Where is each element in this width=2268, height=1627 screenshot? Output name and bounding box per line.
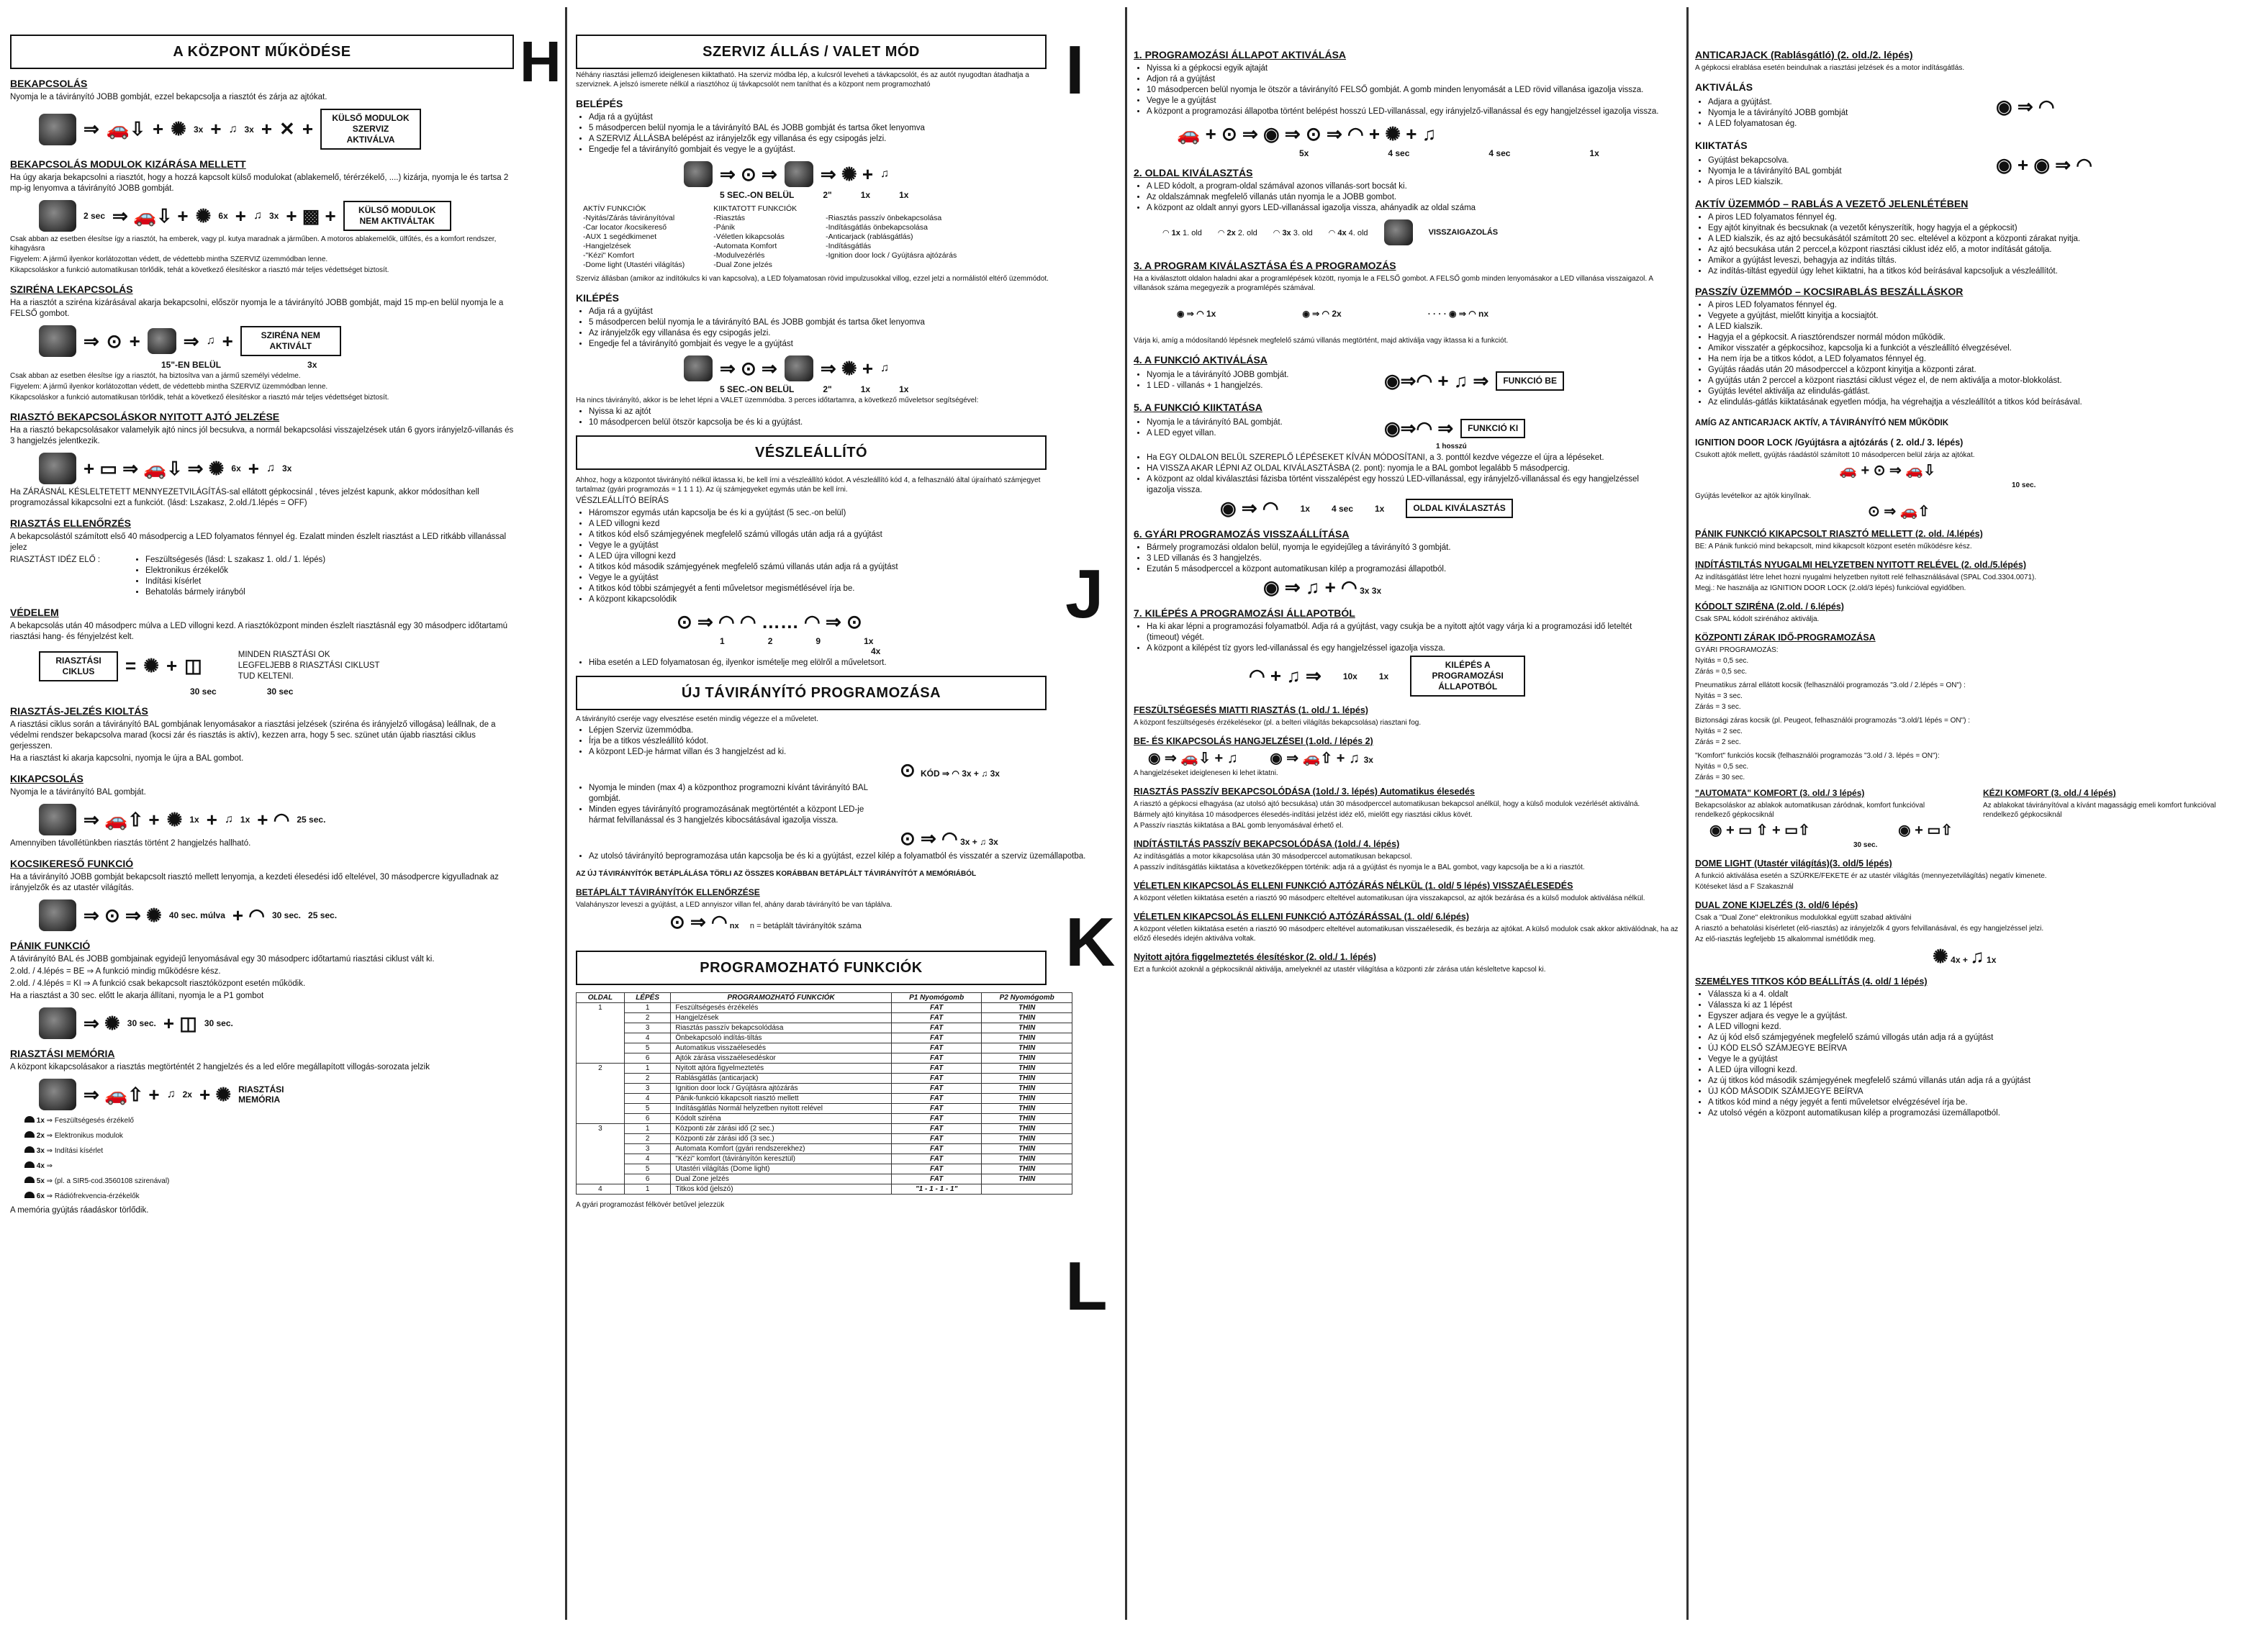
diagram: ⇒ ⊙ + ⇒ ♫ + SZIRÉNA NEM AKTIVÁLT xyxy=(39,325,514,357)
table-row: 1 1 Feszültségesés érzékelés FAT THIN xyxy=(577,1003,1072,1013)
table-row: 6 Ajtók zárása visszaélesedéskor FAT THIN xyxy=(577,1053,1072,1064)
paragraph: Amennyiben távollétünkben riasztás történt 2 hangjelzés hallható. xyxy=(10,839,251,848)
remote-icon xyxy=(39,325,76,357)
heading: RIASZTÁS ELLENŐRZÉS xyxy=(10,517,132,529)
diagram: ⇒ 🚗⇩ + ✺ 3x + ♫ 3x + ✕ + KÜLSŐ MODULOK SZERVIZ AKTIVÁLVA xyxy=(39,109,514,150)
column-divider xyxy=(1125,7,1127,1620)
paragraph: A bekapcsolás után 40 másodperc múlva a LED villogni kezd. A riasztóközpont minden észlelt riasztásnál egy 30 másodperc időtartamú riasztási hang- és fényjelzést kelt. xyxy=(10,622,508,641)
table-row: 2 1 Nyitott ajtóra figyelmeztetés FAT THIN xyxy=(577,1064,1072,1074)
table-row: 3 Riasztás passzív bekapcsolódása FAT THIN xyxy=(577,1023,1072,1033)
paragraph: Kikapcsoláskor a funkció automatikusan törlődik, tehát a következő élesítéskor a riasztó már teljes védettséget biztosít. xyxy=(10,394,389,402)
section-header-i: SZERVIZ ÁLLÁS / VALET MÓD xyxy=(576,35,1047,69)
remote-icon xyxy=(39,200,76,232)
table-row: 4 Pánik-funkció kikapcsolt riasztó mellett FAT THIN xyxy=(577,1094,1072,1104)
remote-icon xyxy=(39,1079,76,1110)
list: • Adja rá a gyújtást • 5 másodpercen belül nyomja le a távirányító BAL és JOBB gombját és tartsa őket lenyomva • A SZERVIZ ÁLLÁSBA belépést az irányjelzők egy villanása és egy csipogás jelzi. • Engedje fel a távirányító gombjait és vegye le a gyújtást. xyxy=(576,112,1101,155)
table-row: 4 1 Titkos kód (jelszó) "1 - 1 - 1 - 1" xyxy=(577,1184,1072,1195)
diagram: ⇒ ⊙ ⇒ ⇒ ✺ + ♫ xyxy=(684,161,1101,187)
paragraph: Ha a riasztót a szirénа kizárásával akarja bekapcsolni, először nyomja le a távirányító JOBB gombját, majd 15 mp-en belül nyomja le a FELSŐ gombot. xyxy=(10,299,504,318)
section-title: A KÖZPONT MŰKÖDÉSE xyxy=(173,43,351,60)
paragraph: Nyomja le a távirányító JOBB gombját, ezzel bekapcsolja a riasztót és zárja az ajtókat. xyxy=(10,93,327,101)
paragraph: Ha a riasztó bekapcsolásakor valamelyik ajtó nincs jól becsukva, a normál bekapcsolási visszajelzések után 6 gyors irányjelző-villanás és 3 hangjelzés jelentkezik. xyxy=(10,426,514,445)
table-row: 3 Ignition door lock / Gyújtásra ajtózárás FAT THIN xyxy=(577,1084,1072,1094)
remote-icon xyxy=(39,1007,76,1039)
paragraph: Néhány riasztási jellemző ideiglenesen kiiktatható. Ha szerviz módba lép, a kulcsról leveheti a távkapcsolót, és az autót nyugodtan átadhatja a szerviznek. A jelszó ismerete nélkül a riasztóhoz új távkapcsolót nem taníthat és a központ nem programozható xyxy=(576,71,1029,89)
heading: BEKAPCSOLÁS MODULOK KIZÁRÁSA MELLETT xyxy=(10,158,246,170)
table-row: 5 Utastéri világítás (Dome light) FAT THIN xyxy=(577,1164,1072,1174)
column-options: ANTICARJACK (Rablásgátló) (2. old./2. lépés) A gépkocsi elrablása esetén beindulnak a riasztási jelzések és a motor indításgátlás. AKTIVÁLÁS • Adjara a gyújtást. • Nyomja le a távirányító JOBB gombját • A LED folyamatosan ég. ◉ ⇒ ◠ KIIKTATÁS • Gyújtást bekapcsolva. • Nyomja le a távirányító BAL gombját • A piros LED kialszik. ◉ + ◉ ⇒ ◠ AKTÍV ÜZEMMÓD – RABLÁS A VEZETŐ JELENLÉTÉBEN • A piros LED folyamatos fénnyel ég. • Egy ajtót kinyitnak és becsuknak (a vezetőt kényszerítik, hogy hagyja el a gépkocsit) • A LED kialszik, és az ajtó becsukásától számított 20 sec. eltelével a központ a központi zárakat nyitja. • Az ajtó becsukása után 2 perccel,a központ riasztási ciklust idéz elő, a motor indítását gátolja. • Amikor a gyújtást leveszi, behagyja az indítás tiltás. • Az indítás-tiltást egyedül úgy lehet kiiktatni, ha a titkos kód beírásával kapcsoljuk a vészleállítót. PASSZÍV ÜZEMMÓD – KOCSIRABLÁS BESZÁLLÁSKOR • A piros LED folyamatos fénnyel ég. • Vegyete a gyújtást, mielőtt kinyitja a kocsiajtót. • A LED kialszik. • Hagyja el a gépkocsit. A riasztórendszer normál módon működik. • Amikor visszatér a gépkocsihoz, kapcsolja ki a funkciót a vészleállító élvegzésével. • Ha nem írja be a titkos kódot, a LED folyamatos fénnyel ég. • Gyújtás ráadás után 20 másodperccel a központ kinyitja a központi zárat. • A gyújtás után 2 perccel a központ riasztási ciklust végez el, de nem aktiválja a motor-blokkolást. • Gyújtás levétel aktiválja az elindulás-gátlást. • Az elindulás-gátlás kiiktatásának egyetlen módja, ha végrehajtja a vészleállítót a titkos kód beírásával. AMÍG AZ ANTICARJACK AKTÍV, A TÁVIRÁNYÍTÓ NEM MŰKÖDIK IGNITION DOOR LOCK /Gyújtásra a ajtózárás ( 2. old./ 3. lépés) Csukott ajtók mellett, gyújtás ráadástól számított 10 másodpercen belül zárja az ajtókat. 🚗 + ⊙ ⇒ 🚗⇩ 10 sec. Gyújtás levételkor az ajtók kinyílnak. ⊙ ⇒ 🚗⇧ PÁNIK FUNKCIÓ KIKAPCSOLT RIASZTÓ MELLETT (2. old. /4.lépés) BE: A Pánik funkció mind bekapcsolt, mind kikapcsolt központ esetén működésre kész. INDÍTÁSTILTÁS NYUGALMI HELYZETBEN NYITOTT RELÉVEL (2. old./5.lépés) Az indításgátlást létre lehet hozni nyugalmi helyzetben nyitott relé felhasználásával (SPAL Cod.3304.0071). Megj.: Ne használja az IGNITION DOOR LOCK (2.old/3 lépés) funkcióval egyidőben. KÓDOLT SZIRÉNA (2.old. / 6.lépés) Csak SPAL kódolt szirénához aktiválja. KÖZPONTI ZÁRAK IDŐ-PROGRAMOZÁSA GYÁRI PROGRAMOZÁS: Nyitás = 0,5 sec. Zárás = 0,5 sec. Pneumatikus zárral ellátott kocsik (felhasználói programozás "3.old / 2.lépés = ON") : Nyitás = 3 sec. Zárás = 3 sec. Biztonsági záras kocsik (pl. Peugeot, felhasználói programozás "3.old/1 lépés = ON") : Nyitás = 2 sec. Zárás = 2 sec. "Komfort" funkciós kocsik (felhasználói programozás "3.old / 3. lépés = ON"): Nyitás = 0,5 sec. Zárás = 30 sec. "AUTOMATA" KOMFORT (3. old./ 3 lépés) Bekapcsoláskor az ablakok automatikusan záródnak, komfort funkcióval rendelkező gépkocsiknál KÉZI KOMFORT (3. old./ 4 lépés) Az ablakokat távirányítóval a kívánt magasságig emeli komfort funkcióval rendelkező gépkocsiknál ◉ + ▭ ⇧ + ▭⇧ ◉ + ▭⇧ 30 sec. DOME LIGHT (Utastér világítás)(3. old/5 lépés) A funkció aktiválása esetén a SZÜRKE/FEKETE ér az utastér világítás (mennyezetvilágítás) negatív kimenete. Kötéseket lásd a F Szakasznál DUAL ZONE KIJELZÉS (3. old/6 lépés) Csak a "Dual Zone" elektronikus modulokkal együtt szabad aktiválni A riasztó a behatolási kísérletet (elő-riasztás) az irányjelzők 4 gyors felvillanásával, és egy hangjelzéssel jelzi. Az elő-riasztás legfeljebb 15 alkalommal ismétlődik meg. ✺ 4x + ♫ 1x SZEMÉLYES TITKOS KÓD BEÁLLÍTÁS (4. old/ 1 lépés) • Válassza ki a 4. oldalt • Válassza ki az 1 lépést • Egyszer adjara és vegye le a gyújtást. • A LED villogni kezd. • Az új kód első számjegyének megfelelő számú villogás után adja rá a gyújtást • ÚJ KÓD ELSŐ SZÁMJEGYE BEÍRVA • Vegye le a gyújtást • A LED újra villogni kezd. • Az új titkos kód második számjegyének megfelelő számú villanás után adja rá a gyújtást • ÚJ KÓD MÁSODIK SZÁMJEGYE BEÍRVA • A titkos kód mind a négy jegyét a fenti műveletsor elvégzésével írja be. • Az utolsó végén a központ automatikusan kilép a programozási üzemállapotból. xyxy=(1695,0,2256,1627)
turn-signal-icon: ✺ xyxy=(171,118,186,140)
paragraph: A riasztási ciklus során a távirányító BAL gombjának lenyomásakor a riasztási jelzések (sziréna és irányjelző villogása) leállnak, de a védelmi rendszer bekapcsolva marad (kocsi zár és riasztás is aktív), kezzen arra, hogy 5 sec. szünet után újabb riasztási ciklus gerjesszen. xyxy=(10,720,496,751)
sound-icon: ♫ xyxy=(228,122,238,135)
remote-icon xyxy=(39,453,76,484)
module-icon: ✕ xyxy=(279,118,295,140)
diagram: + ▭ ⇒ 🚗⇩ ⇒ ✺ 6x + ♫ 3x xyxy=(39,453,514,484)
table-row: 4 "Kézi" komfort (távirányítón keresztül) FAT THIN xyxy=(577,1154,1072,1164)
column-h: A KÖZPONT MŰKÖDÉSE H BEKAPCSOLÁS Nyomja le a távirányító JOBB gombját, ezzel bekapcsolja a riasztót és zárja az ajtókat. ⇒ 🚗⇩ + ✺ 3x + ♫ 3x + ✕ + KÜLSŐ MODULOK SZERVIZ AKTIVÁLVA BEKAPCSOLÁS MODULOK KIZÁRÁSA MELLETT Ha úgy akarja bekapcsolni a riasztót, hogy a hozzá kapcsolt külső modulokat (ablakemelő, térérzékelő, ....) kizárja, nyomja le és tartsa 2 mp-ig lenyomva a távirányító JOBB gombját. 2 sec ⇒ 🚗⇩ + ✺ 6x + ♫ 3x + ▩ + KÜLSŐ MODULOK NEM AKTIVÁLTAK Csak abban az esetben élesítse így a riasztót, ha emberek, vagy pl. kutya maradnak a járműben. A motoros ablakemelők, ülfűtés, és a komfort rendszer, kihagyásra Figyelem: A jármű ilyenkor korlátozottan védett, de védettebb mintha SZERVIZ üzemmódban lenne. Kikapcsoláskor a funkció automatikusan törlődik, tehát a következő élesítéskor a riasztó már teljes védettséget biztosít. SZIRÉNA LEKAPCSOLÁS Ha a riasztót a szirénа kizárásával akarja bekapcsolni, először nyomja le a távirányító JOBB gombját, majd 15 mp-en belül nyomja le a FELSŐ gombot. ⇒ ⊙ + ⇒ ♫ + SZIRÉNA NEM AKTIVÁLT 15"-EN BELÜL 3x Csak abban az esetben élesítse így a riasztót, ha biztosítva van a jármű személyi védelme. Figyelem: A jármű ilyenkor korlátozottan védett, de védettebb mintha SZERVIZ üzemmódban lenne. Kikapcsoláskor a funkció automatikusan törlődik, tehát a következő élesítéskor a riasztó már teljes védettséget biztosít. RIASZTÓ BEKAPCSOLÁSKOR NYITOTT AJTÓ JELZÉSE Ha a riasztó bekapcsolásakor valamelyik ajtó nincs jól becsukva, a normál bekapcsolási visszajelzések után 6 gyors irányjelző-villanás és 3 hangjelzés jelentkezik. + ▭ ⇒ 🚗⇩ ⇒ ✺ 6x + ♫ 3x Ha ZÁRÁSNÁL KÉSLELTETETT MENNYEZETVILÁGÍTÁS-sal ellátott gépkocsinál , téves jelzést kapunk, akkor módosíthan kell programozással kikapcsolni ezt a funkciót. (lásd: Lszakasz, 2.old./1.lépés = OFF) RIASZTÁS ELLENŐRZÉS A bekapcsolástól számított első 40 másodpercig a LED folyamatos fénnyel ég. Ezalatt minden észlelt riasztást a LED ritkább villanással jelez RIASZTÁST IDÉZ ELŐ : • Feszültségesés (lásd: L szakasz 1. old./ 1. lépés) • Elektronikus érzékelők • Indítási kísérlet • Behatolás bármely irányból VÉDELEM A bekapcsolás után 40 másodperc múlva a LED villogni kezd. A riasztóközpont minden észlelt riasztásnál egy 30 másodperc időtartamú riasztási hang- és fényjelzést kelt. RIASZTÁSI CIKLUS = ✺ + ◫ MINDEN RIASZTÁSI OK LEGFELJEBB 8 RIASZTÁSI CIKLUST TUD KELTENI. 30 sec 30 sec RIASZTÁS-JELZÉS KIOLTÁS A riasztási ciklus során a távirányító BAL gombjának lenyomásakor a riasztási jelzések (sziréna és irányjelző villogása) leállnak, de a védelmi rendszer bekapcsolva marad (kocsi zár és riasztás is aktív), kezzen arra, hogy 5 sec. szünet után újabb riasztási ciklus gerjesszen. Ha a riasztást ki akarja kapcsolni, nyomja le újra a BAL gombot. KIKAPCSOLÁS Nyomja le a távirányító BAL gombját. ⇒ 🚗⇧ + ✺ 1x + ♫ 1x + ◠ 25 sec. Amennyiben távollétünkben riasztás történt 2 hangjelzés hallható. KOCSIKERESŐ FUNKCIÓ Ha a távirányító JOBB gombját bekapcsolt riasztó mellett lenyomja, a kezdeti élesedési idő eltelével, 30 másodpercre kigyulladnak az irányjelzők és az utastér világítás. ⇒ ⊙ ⇒ ✺ 40 sec. múlva + ◠ 30 sec. 25 sec. PÁNIK FUNKCIÓ A távirányító BAL és JOBB gombjainak egyidejű lenyomásával egy 30 másodperc időtartamú riasztási ciklust vált ki. 2.old. / 4.lépés = BE ⇒ A funkció mindig működésre kész. 2.old. / 4.lépés = KI ⇒ A funkció csak bekapcsolt riasztóközpont esetén működik. Ha a riasztást a 30 sec. előtt le akarja állítani, nyomja le a P1 gombot ⇒ ✺ 30 sec. + ◫ 30 sec. RIASZTÁSI MEMÓRIA A központ kikapcsolásakor a riasztás megtörténtét 2 hangjelzés és a led előre megállapított villogás-sorozata jelzik ⇒ 🚗⇧ + ♫ 2x + ✺ RIASZTÁSI MEMÓRIA 1x ⇒ Feszültségesés érzékelő 2x ⇒ Elektronikus modulok 3x ⇒ Indítási kísérlet 4x ⇒ 5x ⇒ (pl. a SIR5-cod.3560108 szirenával) 6x ⇒ Rádiófrekvencia-érzékelők A memória gyújtás ráadáskor törlődik. xyxy=(10,0,514,1627)
section-letter: H xyxy=(520,30,561,94)
diagram: ⇒ ⊙ ⇒ ⇒ ✺ + ♫ xyxy=(684,355,1101,381)
memory-list: 1x ⇒ Feszültségesés érzékelő 2x ⇒ Elektronikus modulok 3x ⇒ Indítási kísérlet 4x ⇒ 5x ⇒ (pl. a SIR5-cod.3560108 szirenával) 6x ⇒ Rádiófrekvencia-érzékelők xyxy=(24,1113,514,1204)
remote-icon xyxy=(39,804,76,835)
paragraph: Nyomja le a távirányító BAL gombját. xyxy=(10,788,146,797)
table-row: 2 Rablásgátlás (anticarjack) FAT THIN xyxy=(577,1074,1072,1084)
section-header-k: ÚJ TÁVIRÁNYÍTÓ PROGRAMOZÁSA xyxy=(576,676,1047,710)
diagram: ⇒ ✺ 30 sec. + ◫ 30 sec. xyxy=(39,1007,514,1039)
heading: RIASZTÁSI MEMÓRIA xyxy=(10,1048,115,1059)
diagram: ⇒ 🚗⇧ + ✺ 1x + ♫ 1x + ◠ 25 sec. xyxy=(39,804,514,835)
section-header-j: VÉSZLEÁLLÍTÓ xyxy=(576,435,1047,470)
paragraph: A memória gyújtás ráadáskor törlődik. xyxy=(10,1206,149,1215)
heading: RIASZTÁS-JELZÉS KIOLTÁS xyxy=(10,705,148,717)
status-box: KÜLSŐ MODULOK NEM AKTIVÁLTAK xyxy=(343,201,451,231)
table-row: 6 Kódolt sziréna FAT THIN xyxy=(577,1114,1072,1124)
lock-icon: 🚗⇩ xyxy=(106,118,145,140)
diagram: ⇒ 🚗⇧ + ♫ 2x + ✺ RIASZTÁSI MEMÓRIA xyxy=(39,1079,514,1110)
diagram: RIASZTÁSI CIKLUS = ✺ + ◫ MINDEN RIASZTÁSI OK LEGFELJEBB 8 RIASZTÁSI CIKLUST TUD KELTENI. xyxy=(39,648,514,684)
paragraph: Ha ZÁRÁSNÁL KÉSLELTETETT MENNYEZETVILÁGÍTÁS-sal ellátott gépkocsinál , téves jelzést kapunk, akkor módosíthan kell programozással kikapcsolni ezt a funkciót. (lásd: Lszakasz, 2.old./1.lépés = OFF) xyxy=(10,488,479,507)
column-ijkl: SZERVIZ ÁLLÁS / VALET MÓD I Néhány riasztási jellemző ideiglenesen kiiktatható. Ha szerviz módba lép, a kulcsról leveheti a távkapcsolót, és az autót nyugodtan átadhatja a szerviznek. A jelszó ismerete nélkül a riasztóhoz új távkapcsolót nem taníthat és a központ nem programozható BELÉPÉS • Adja rá a gyújtást • 5 másodpercen belül nyomja le a távirányító BAL és JOBB gombját és tartsa őket lenyomva • A SZERVIZ ÁLLÁSBA belépést az irányjelzők egy villanása és egy csipogás jelzi. • Engedje fel a távirányító gombjait és vegye le a gyújtást. ⇒ ⊙ ⇒ ⇒ ✺ + ♫ 5 SEC.-ON BELÜL 2" 1x 1x AKTÍV FUNKCIÓK -Nyitás/Zárás távirányítóval -Car locator /kocsikereső -AUX 1 segédkimenet -Hangjelzések -"Kézi" Komfort -Dome light (Utastéri világítás) KIIKTATOTT FUNKCIÓK -Riasztás -Pánik -Véletlen kikapcsolás -Automata Komfort -Modulvezérlés -Dual Zone jelzés -Riasztás passzív önbekapcsolása -Indításgátlás önbekapcsolása -Anticarjack (rablásgátlás) -Indításgátlás -Ignition door lock / Gyújtásra ajtózárás Szerviz állásban (amikor az indítókulcs ki van kapcsolva), a LED folyamatosan rövid impulzusokkal villog, ezzel jelzi a normálistól eltérő üzemmódot. KILÉPÉS • Adja rá a gyújtást • 5 másodpercen belül nyomja le a távirányító BAL és JOBB gombját és tartsa őket lenyomva • Az irányjelzők egy villanása és egy csipogás jelzi. • Engedje fel a távirányító gombjait és vegye le a gyújtást ⇒ ⊙ ⇒ ⇒ ✺ + ♫ 5 SEC.-ON BELÜL 2" 1x 1x Ha nincs távirányító, akkor is be lehet lépni a VALET üzemmódba. 3 perces időtartamra, a következő műveletsor segítségével: • Nyissa ki az ajtót • 10 másodpercen belül ötször kapcsolja be és ki a gyújtást. VÉSZLEÁLLÍTÓ J Ahhoz, hogy a központot távirányító nélkül iktassa ki, be kell írni a vészleállító kódot. A vészleállító kód 4, a felhasználó által újraírható számjegyet tartalmaz (gyári programozás = 1 1 1 1). Az új számjegyeket egymás után be kell írni. VÉSZLEÁLLÍTÓ BEÍRÁS • Háromszor egymás után kapcsolja be és ki a gyújtást (5 sec.-on belül) • A LED villogni kezd • A titkos kód első számjegyének megfelelő számú villogás után adja rá a gyújtást • Vegye le a gyújtást • A LED újra villogni kezd • A titkos kód második számjegyének megfelelő számú villanás után adja rá a gyújtást • Vegye le a gyújtást • A titkos kód többi számjegyét a fenti műveletsor megismétlésével írja be. • A központ kikapcsolódik ⊙ ⇒ ◠ ◠ …… ◠ ⇒ ⊙ 1 2 9 1x 4x • Hiba esetén a LED folyamatosan ég, ilyenkor ismételje meg elölről a műveletsort. ÚJ TÁVIRÁNYÍTÓ PROGRAMOZÁSA K A távirányító cseréje vagy elvesztése esetén mindig végezze el a műveletet. • Lépjen Szerviz üzemmódba. • Írja be a titkos vészleállító kódot. • A központ LED-je hármat villan és 3 hangjelzést ad ki. ⊙ KÓD ⇒ ◠ 3x + ♫ 3x • Nyomja le minden (max 4) a központhoz programozni kívánt távirányító BAL gombját. • Minden egyes távirányító programozásának megtörténtét a központ LED-je hármat felvillanással és 3 hangjelzés kibocsátásával igazolja vissza. ⊙ ⇒ ◠ 3x + ♫ 3x • Az utolsó távirányító beprogramozása után kapcsolja be és ki a gyújtást, ezzel kilép a folyamatból és visszatér a szerviz üzemállapotba. AZ ÚJ TÁVIRÁNYÍTÓK BETÁPLÁLÁSA TÖRLI AZ ÖSSZES KORÁBBAN BETÁPLÁLT TÁVIRÁNYÍTÓT A MEMÓRIÁBÓL BETÁPLÁLT TÁVIRÁNYÍTÓK ELLENŐRZÉSE Valahányszor leveszi a gyújtást, a LED annyiszor villan fel, ahány darab távirányító be van táplálva. ⊙ ⇒ ◠ nx n = betáplált távirányítók száma PROGRAMOZHATÓ FUNKCIÓK L OLDAL LÉPÉS PROGRAMOZHATÓ FUNKCIÓK P1 Nyomógomb P2 Nyomógomb 1 1 Feszültségesés érzékelés FAT THIN 2 Hangjelzések FAT THIN 3 Riasztás passzív bekapcsolódása FAT THIN 4 Önbekapcsoló indítás-tiltás FAT THIN 5 Automatikus visszaélesedés FAT THIN 6 Ajtók zárása visszaélesedéskor FAT THIN 2 1 Nyitott ajtóra figyelmeztetés FAT THIN 2 Rablásgátlás (anticarjack) FAT THIN 3 Ignition door lock / Gyújtásra ajtózárás FAT THIN 4 Pánik-funkció kikapcsolt riasztó mellett FAT THIN 5 Indításgátlás Normál helyzetben nyitott relével FAT THIN 6 Kódolt sziréna FAT THIN 3 1 Központi zár zárási idő (2 sec.) FAT THIN 2 Központi zár zárási idő (3 sec.) FAT THIN 3 Automata Komfort (gyári rendszerekhez) FAT THIN 4 "Kézi" komfort (távirányítón keresztül) FAT THIN 5 Utastéri világítás (Dome light) FAT THIN 6 Dual Zone jelzés FAT THIN 4 1 Titkos kód (jelszó) "1 - 1 - 1 - 1" A gyári programozást félkövér betűvel jelezzük xyxy=(576,0,1101,1627)
paragraph: Csak abban az esetben élesítse így a riasztót, ha biztosítva van a jármű személyi védelme. xyxy=(10,372,301,380)
list: • Adja rá a gyújtást • 5 másodpercen belül nyomja le a távirányító BAL és JOBB gombját és tartsa őket lenyomva • Az irányjelzők egy villanása és egy csipogás jelzi. • Engedje fel a távirányító gombjait és vegye le a gyújtást xyxy=(576,307,1101,350)
table-row: 5 Indításgátlás Normál helyzetben nyitott relével FAT THIN xyxy=(577,1104,1072,1114)
table-row: 2 Központi zár zárási idő (3 sec.) FAT THIN xyxy=(577,1134,1072,1144)
paragraph: Ha a távirányító JOBB gombját bekapcsolt riasztó mellett lenyomja, a kezdeti élesedési idő eltelével, 30 másodpercre kigyulladnak az irányjelzők és az utastér világítás. xyxy=(10,873,499,892)
paragraph: Figyelem: A jármű ilyenkor korlátozottan védett, de védettebb mintha SZERVIZ üzemmódban lenne. xyxy=(10,383,328,391)
paragraph: Ha a riasztást ki akarja kapcsolni, nyomja le újra a BAL gombot. xyxy=(10,754,244,763)
heading: RIASZTÓ BEKAPCSOLÁSKOR NYITOTT AJTÓ JELZÉSE xyxy=(10,411,280,422)
remote-icon xyxy=(39,899,76,931)
table-row: 2 Hangjelzések FAT THIN xyxy=(577,1013,1072,1023)
heading: PÁNIK FUNKCIÓ xyxy=(10,940,91,951)
status-box: KÜLSŐ MODULOK SZERVIZ AKTIVÁLVA xyxy=(320,109,421,150)
heading: KIKAPCSOLÁS xyxy=(10,773,83,784)
section-header-l: PROGRAMOZHATÓ FUNKCIÓK xyxy=(576,951,1047,985)
function-lists: AKTÍV FUNKCIÓK -Nyitás/Zárás távirányítóval -Car locator /kocsikereső -AUX 1 segédkimenet -Hangjelzések -"Kézi" Komfort -Dome light (Utastéri világítás) KIIKTATOTT FUNKCIÓK -Riasztás -Pánik -Véletlen kikapcsolás -Automata Komfort -Modulvezérlés -Dual Zone jelzés -Riasztás passzív önbekapcsolása -Indításgátlás önbekapcsolása -Anticarjack (rablásgátlás) -Indításgátlás -Ignition door lock / Gyújtásra ajtózárás xyxy=(583,204,957,269)
paragraph: Ha a riasztást a 30 sec. előtt le akarja állítani, nyomja le a P1 gombot xyxy=(10,992,264,1000)
paragraph: A bekapcsolástól számított első 40 másodpercig a LED folyamatos fénnyel ég. Ezalatt minden észlelt riasztást a LED ritkább villanással jelez xyxy=(10,532,507,552)
table-row: 3 1 Központi zár zárási idő (2 sec.) FAT THIN xyxy=(577,1124,1072,1134)
column-divider xyxy=(1686,7,1689,1620)
paragraph: A távirányító BAL és JOBB gombjainak egyidejű lenyomásával egy 30 másodperc időtartamú riasztási ciklust vált ki. xyxy=(10,955,435,964)
table-row: 3 Automata Komfort (gyári rendszerekhez) FAT THIN xyxy=(577,1144,1072,1154)
table-row: 6 Dual Zone jelzés FAT THIN xyxy=(577,1174,1072,1184)
column-divider xyxy=(565,7,567,1620)
paragraph: Kikapcsoláskor a funkció automatikusan törlődik, tehát a következő élesítéskor a riasztó már teljes védettséget biztosít. xyxy=(10,266,389,274)
functions-table: OLDAL LÉPÉS PROGRAMOZHATÓ FUNKCIÓK P1 Nyomógomb P2 Nyomógomb 1 1 Feszültségesés érzékelés FAT THIN 2 Hangjelzések FAT THIN 3 Riasztás passzív bekapcsolódása FAT THIN 4 Önbekapcsoló indítás-tiltás FAT THIN 5 Automatikus visszaélesedés FAT THIN 6 Ajtók zárása visszaélesedéskor FAT THIN 2 1 Nyitott ajtóra figyelmeztetés FAT THIN 2 Rablásgátlás (anticarjack) FAT THIN 3 Ignition door lock / Gyújtásra ajtózárás FAT THIN 4 Pánik-funkció kikapcsolt riasztó mellett FAT THIN 5 Indításgátlás Normál helyzetben nyitott relével FAT THIN 6 Kódolt sziréna FAT THIN 3 1 Központi zár zárási idő (2 sec.) FAT THIN 2 Központi zár zárási idő (3 sec.) FAT THIN 3 Automata Komfort (gyári rendszerekhez) FAT THIN 4 "Kézi" komfort (távirányítón keresztül) FAT THIN 5 Utastéri világítás (Dome light) FAT THIN 6 Dual Zone jelzés FAT THIN 4 1 Titkos kód (jelszó) "1 - 1 - 1 - 1" xyxy=(576,992,1072,1195)
paragraph: Ha úgy akarja bekapcsolni a riasztót, hogy a hozzá kapcsolt külső modulokat (ablakemelő, térérzékelő, ....) kizárja, nyomja le és tartsa 2 mp-ig lenyomva a távirányító JOBB gombját. xyxy=(10,173,509,193)
paragraph: Figyelem: A jármű ilyenkor korlátozottan védett, de védettebb mintha SZERVIZ üzemmódban lenne. xyxy=(10,255,328,263)
heading: BEKAPCSOLÁS xyxy=(10,78,88,89)
diagram: ⇒ ⊙ ⇒ ✺ 40 sec. múlva + ◠ 30 sec. 25 sec. xyxy=(39,899,514,931)
heading: SZIRÉNA LEKAPCSOLÁS xyxy=(10,284,133,295)
list: • Feszültségesés (lásd: L szakasz 1. old./ 1. lépés) • Elektronikus érzékelők • Indítási kísérlet • Behatolás bármely irányból xyxy=(132,555,325,598)
diagram: 2 sec ⇒ 🚗⇩ + ✺ 6x + ♫ 3x + ▩ + KÜLSŐ MODULOK NEM AKTIVÁLTAK xyxy=(39,200,514,232)
table-row: 4 Önbekapcsoló indítás-tiltás FAT THIN xyxy=(577,1033,1072,1043)
table-row: 5 Automatikus visszaélesedés FAT THIN xyxy=(577,1043,1072,1053)
paragraph: A központ kikapcsolásakor a riasztás megtörténtét 2 hangjelzés és a led előre megállapított villogás-sorozata jelzik xyxy=(10,1063,430,1071)
section-header-h xyxy=(10,35,514,69)
column-programming: 1. PROGRAMOZÁSI ÁLLAPOT AKTIVÁLÁSA • Nyissa ki a gépkocsi egyik ajtaját • Adjon rá a gyújtást • 10 másodpercen belül nyomja le ötször a távirányító FELSŐ gombját. A gomb minden lenyomását a LED rövid villanása igazolja vissza. • Vegye le a gyújtást • A központ a programozási állapotba történt belépést hosszú LED-villanással, egy irányjelző-villanással és egy hangjelzéssel igazolja vissza. 🚗 + ⊙ ⇒ ◉ ⇒ ⊙ ⇒ ◠ + ✺ + ♫ 5x 4 sec 4 sec 1x 2. OLDAL KIVÁLASZTÁS • A LED kódolt, a program-oldal számával azonos villanás-sort bocsát ki. • Az oldalszámnak megfelelő villanás után nyomja le a JOBB gombot. • A központ az oldalt annyi gyors LED-villanással igazolja vissza, ahányadik az oldal száma ◠ 1x 1. old ◠ 2x 2. old ◠ 3x 3. old ◠ 4x 4. old VISSZAIGAZOLÁS 3. A PROGRAM KIVÁLASZTÁSA ÉS A PROGRAMOZÁS Ha a kiválasztott oldalon haladni akar a programlépések között, nyomja le a FELSŐ gombot. A FELSŐ gomb minden lenyomásakor a LED villanása visszaigazol. A villanások száma megegyezik a programlépés számával. ◉ ⇒ ◠ 1x ◉ ⇒ ◠ 2x · · · · ◉ ⇒ ◠ nx Várja ki, amíg a módosítandó lépésnek megfelelő számú villanás megtörtént, majd aktiválja vagy iktassa ki a funkciót. 4. A FUNKCIÓ AKTIVÁLÁSA • Nyomja le a távirányító JOBB gombját. • 1 LED - villanás + 1 hangjelzés. ◉⇒◠ + ♫ ⇒ FUNKCIÓ BE 5. A FUNKCIÓ KIIKTATÁSA • Nyomja le a távirányító BAL gombját. • A LED egyet villan. ◉⇒◠ ⇒ FUNKCIÓ KI 1 hosszú • Ha EGY OLDALON BELÜL SZEREPLŐ LÉPÉSEKET KÍVÁN MÓDOSÍTANI, a 3. ponttól kezdve végezze el újra a lépéseket. • HA VISSZA AKAR LÉPNI AZ OLDAL KIVÁLASZTÁSBA (2. pont): nyomja le a BAL gombot legalább 5 másodpercig. • A központ az oldal kiválasztási fázisba történt visszalépést egy hosszú LED-villanással, egy irányjelző-villanással és egy hangjelzéssel igazolja vissza. ◉ ⇒ ◠ 1x 4 sec 1x OLDAL KIVÁLASZTÁS 6. GYÁRI PROGRAMOZÁS VISSZAÁLLÍTÁSA • Bármely programozási oldalon belül, nyomja le egyidejűleg a távirányító 3 gombját. • 3 LED villanás és 3 hangjelzés. • Ezután 5 másodperccel a központ automatikusan kilép a programozási állapotból. ◉ ⇒ ♫ + ◠ 3x 3x 7. KILÉPÉS A PROGRAMOZÁSI ÁLLAPOTBÓL • Ha ki akar lépni a programozási folyamatból. Adja rá a gyújtást, vagy csukja be a nyitott ajtót vagy várja ki a programozási idő leteltét (timeout) végét. • A központ a kilépést tíz gyors led-villanással és egy hangjelzéssel igazolja vissza. ◠ + ♫ ⇒ 10x 1x KILÉPÉS A PROGRAMOZÁSI ÁLLAPOTBÓL FESZÜLTSÉGESÉS MIATTI RIASZTÁS (1. old./ 1. lépés) A központ feszültségesés érzékelésekor (pl. a belteri világítás bekapcsolása) riasztani fog. BE- ÉS KIKAPCSOLÁS HANGJELZÉSEI (1.old. / lépés 2) ◉ ⇒ 🚗⇩ + ♫ ◉ ⇒ 🚗⇧ + ♫ 3x A hangjelzéseket ideiglenesen ki lehet iktatni. RIASZTÁS PASSZÍV BEKAPCSOLÓDÁSA (1old./ 3. lépés) Automatikus élesedés A riasztó a gépkocsi elhagyása (az utolsó ajtó becsukása) után 30 másodperccel automatikusan bekapcsol anélkül, hogy a külső modulok vezérlését aktiválná. Bármely ajtó kinyitása 10 másodperces élesedés-indítási jelzést idéz elő, mielőtt egy riasztási ciklus kövét. A Passzív riasztás kiiktatása a BAL gomb lenyomásával érhető el. INDÍTÁSTILTÁS PASSZÍV BEKAPCSOLÓDÁSA (1old./ 4. lépés) Az indításgátlás a motor kikapcsolása után 30 másodperccel automatikusan bekapcsol. A passzív indításgátlás kiiktatása a következőképpen történik: adja rá a gyújtást és nyomja le a BAL gombot, vagy kapcsolja be a ki a riasztót. VÉLETLEN KIKAPCSOLÁS ELLENI FUNKCIÓ AJTÓZÁRÁS NÉLKÜL (1. old/ 5 lépés) VISSZAÉLESEDÉS A központ véletlen kiiktatása esetén a riasztó 90 másodperc elteltével automatikusan újra visszakapcsol, az ajtók bezárása és a külső modulok aktiválása nélkül. VÉLETLEN KIKAPCSOLÁS ELLENI FUNKCIÓ AJTÓZÁRÁSSAL (1. old/ 6.lépés) A központ véletlen kiiktatása esetén a riasztó 90 másodperc elteltével automatikusan visszaélesedik, és bezárja az ajtókat. A külső modulok csak akkor aktiválódnak, ha az előző élesedés idején aktiválva voltak. Nyitott ajtóra figgelmeztetés élesítéskor (2. old./ 1. lépés) Ezt a funkciót azoknál a gépkocsiknál aktiválja, amelyeknél az utastér világítása a központi zár zárása után késleltetve kapcsol ki. xyxy=(1134,0,1681,1627)
paragraph: Csak abban az esetben élesítse így a riasztót, ha emberek, vagy pl. kutya maradnak a járműben. A motoros ablakemelők, ülfűtés, és a komfort rendszer, kihagyásra xyxy=(10,235,497,253)
remote-icon xyxy=(39,114,76,145)
diagram: ⊙ ⇒ ◠ ◠ …… ◠ ⇒ ⊙ xyxy=(677,611,862,633)
heading: VÉDELEM xyxy=(10,607,59,618)
status-box: SZIRÉNA NEM AKTIVÁLT xyxy=(240,326,341,356)
heading: KOCSIKERESŐ FUNKCIÓ xyxy=(10,858,134,869)
list: • Háromszor egymás után kapcsolja be és ki a gyújtást (5 sec.-on belül) • A LED villogni kezd • A titkos kód első számjegyének megfelelő számú villogás után adja rá a gyújtást • Vegye le a gyújtást • A LED újra villogni kezd • A titkos kód második számjegyének megfelelő számú villanás után adja rá a gyújtást • Vegye le a gyújtást • A titkos kód többi számjegyét a fenti műveletsor megismétlésével írja be. • A központ kikapcsolódik xyxy=(576,508,1101,605)
